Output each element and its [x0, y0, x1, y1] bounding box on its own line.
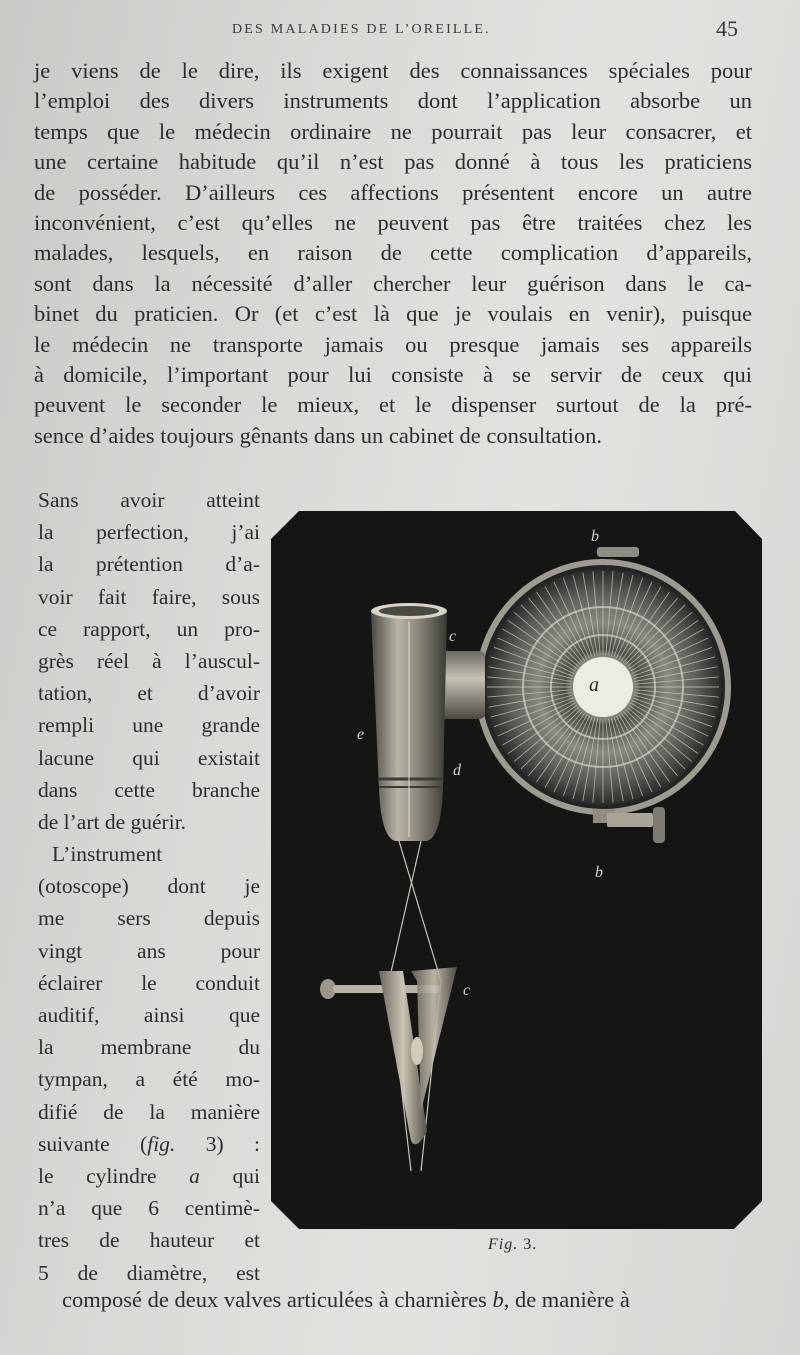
- text-line: vingt ans pour: [38, 938, 260, 963]
- letter-reference: a: [189, 1163, 200, 1188]
- caption-number: 3.: [523, 1236, 538, 1253]
- paragraph-column: [38, 484, 260, 1289]
- text-fragment: , de manière à: [503, 1287, 630, 1312]
- text-line: tation, et d’avoir: [38, 681, 260, 706]
- text-line: le médecin ne transporte jamais ou presque jamais ses appareils: [34, 331, 752, 357]
- text-line: l’emploi des divers instruments dont l’application absorbe un: [34, 88, 752, 114]
- text-line: sence d’aides toujours gênants dans un cabinet de consultation.: [34, 422, 602, 448]
- fig-letter-b-bottom: b: [595, 864, 603, 881]
- text-line: binet du praticien. Or (et c’est là que je voulais en venir), puisque: [34, 301, 752, 327]
- letter-reference: b: [492, 1287, 504, 1312]
- text-line: auditif, ainsi que: [38, 1003, 260, 1027]
- figure-plate: [271, 511, 762, 1229]
- paragraph-continuation: [62, 1285, 768, 1315]
- fig-letter-c-upper: c: [449, 628, 457, 645]
- text-line: sont dans la nécessité d’aller chercher leur guérison dans le ca-: [34, 270, 752, 296]
- text-line: Sans avoir atteint: [38, 488, 260, 512]
- text-line: tympan, a été mo-: [38, 1067, 260, 1092]
- fig-letter-e: e: [357, 726, 365, 743]
- fig-letter-d: d: [453, 762, 461, 779]
- text-fragment: composé de deux valves articulées à charnières: [62, 1287, 493, 1312]
- text-line: peuvent le seconder le mieux, et le dispenser surtout de la pré-: [34, 392, 752, 418]
- text-line: (otoscope) dont je: [38, 874, 260, 899]
- text-line: la prétention d’a-: [38, 552, 260, 577]
- otoscope-cylinder: [371, 603, 447, 841]
- text-line: de l’art de guérir.: [38, 809, 187, 834]
- text-line: dans cette branche: [38, 777, 260, 802]
- text-line: inconvénient, c’est qu’elles ne peuvent pas être traitées chez les: [34, 209, 752, 235]
- text-line: éclairer le conduit: [38, 970, 260, 995]
- fig-reference: fig.: [147, 1131, 176, 1156]
- otoscope-engraving: [271, 511, 762, 1229]
- fig-letter-a: a: [589, 674, 599, 696]
- paragraph-full-width: [34, 56, 752, 451]
- text-line: de posséder. D’ailleurs ces affections présentent encore un autre: [34, 179, 752, 205]
- text-line: me sers depuis: [38, 906, 260, 931]
- text-line: lacune qui existait: [38, 745, 260, 770]
- text-line: malades, lesquels, en raison de cette complication d’appareils,: [34, 240, 752, 266]
- text-line: 5 de diamètre, est: [38, 1260, 260, 1285]
- text-line-fig-ref: [38, 1128, 260, 1160]
- text-line-letter-ref: [38, 1160, 260, 1192]
- text-line: grès réel à l’auscul-: [38, 648, 260, 673]
- caption-label: Fig.: [488, 1236, 519, 1253]
- running-title: DES MALADIES DE L’OREILLE.: [232, 22, 491, 37]
- page-number: 45: [716, 16, 738, 41]
- text-line: la membrane du: [38, 1035, 260, 1060]
- text-line: une certaine habitude qu’il n’est pas donné à tous les praticiens: [34, 149, 752, 175]
- text-fragment: le cylindre: [38, 1163, 190, 1188]
- fig-letter-b-top: b: [591, 528, 599, 545]
- fig-letter-c-clamp: c: [463, 982, 471, 999]
- text-line: rempli une grande: [38, 713, 260, 738]
- text-fragment: suivante (: [38, 1131, 148, 1156]
- text-line: la perfection, j’ai: [38, 520, 260, 545]
- text-fragment: 3) :: [175, 1131, 260, 1156]
- text-line: voir fait faire, sous: [38, 584, 260, 609]
- text-line: à domicile, l’important pour lui consiste à se servir de ceux qui: [34, 361, 752, 387]
- text-line-letter-ref: [62, 1285, 768, 1315]
- text-line: ce rapport, un pro-: [38, 616, 260, 641]
- text-line: temps que le médecin ordinaire ne pourrait pas leur consacrer, et: [34, 118, 752, 144]
- text-line: n’a que 6 centimè-: [38, 1196, 260, 1221]
- text-line: tres de hauteur et: [38, 1228, 260, 1253]
- text-fragment: qui: [199, 1163, 260, 1188]
- text-line: L’instrument: [52, 842, 163, 867]
- figure-caption: [488, 1236, 537, 1254]
- text-line: je viens de le dire, ils exigent des connaissances spéciales pour: [34, 58, 752, 83]
- text-line: difié de la manière: [38, 1099, 260, 1124]
